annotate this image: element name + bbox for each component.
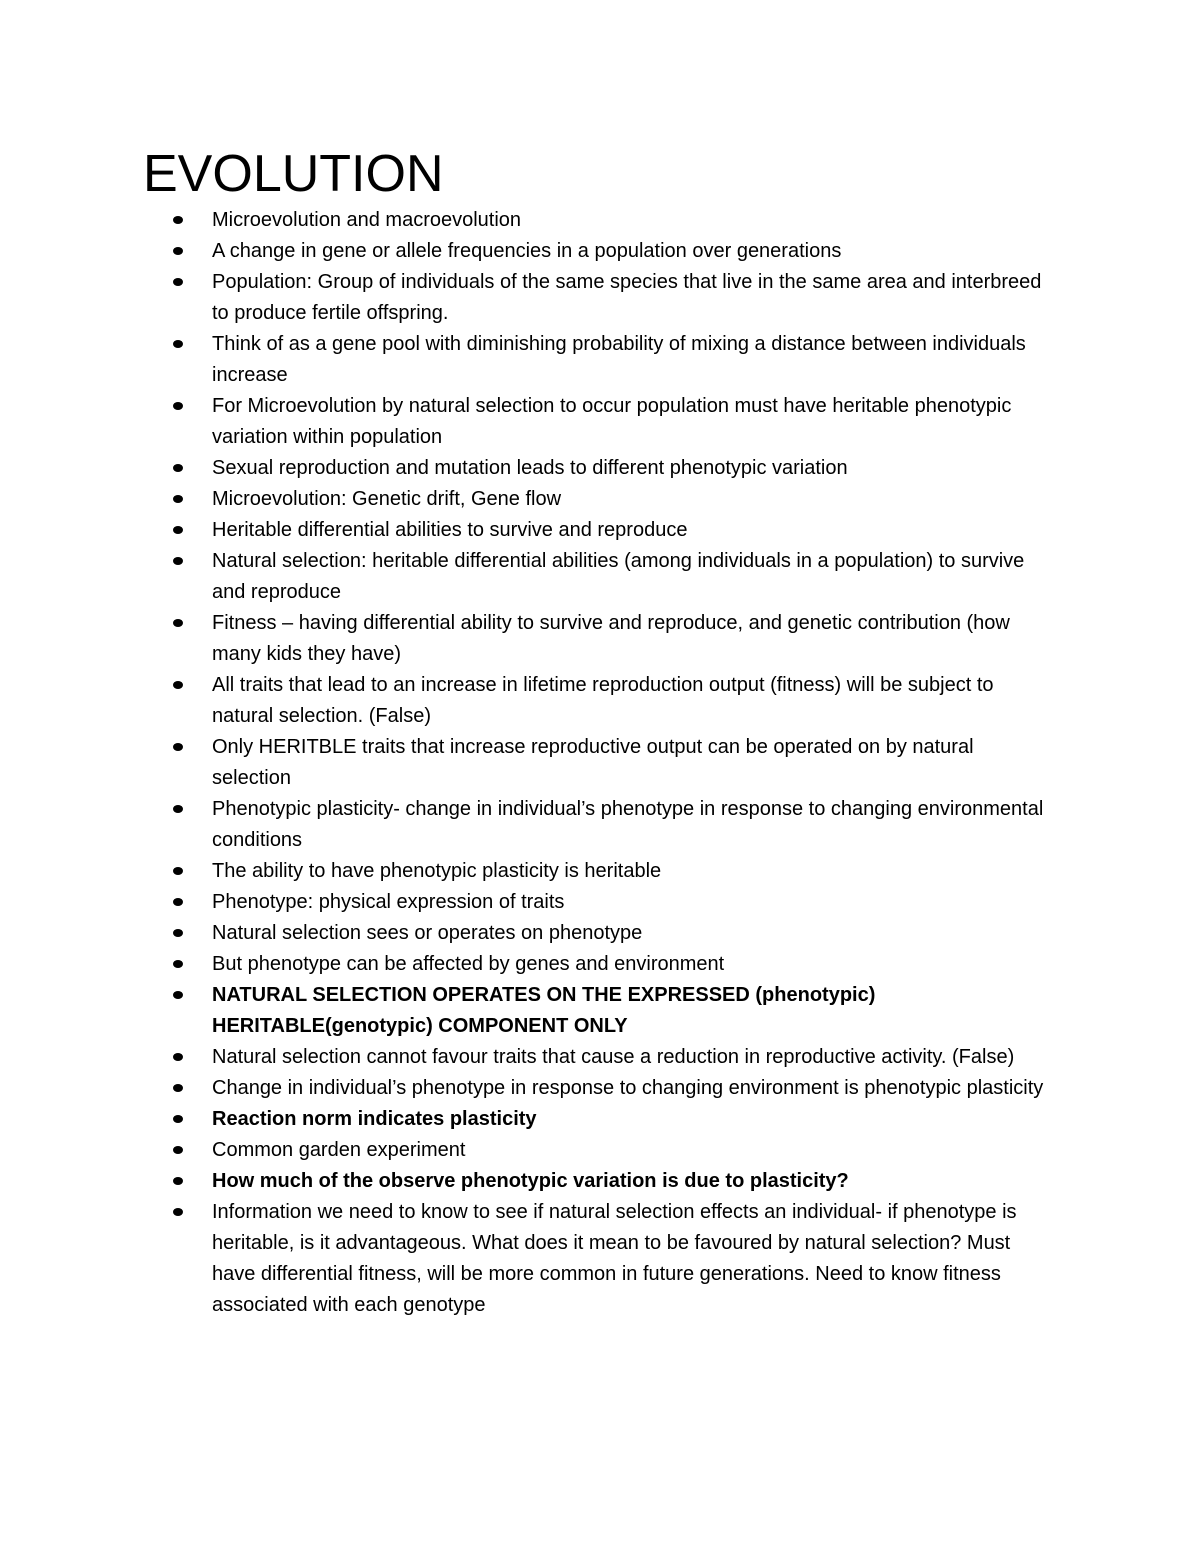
bullet-icon [173,898,183,906]
list-item [0,205,1050,236]
list-item-text: Change in individual’s phenotype in response to changing environment is phenotypic plasticity [212,1077,1044,1099]
bullet-icon [173,278,183,286]
list-item-text: How much of the observe phenotypic variation is due to plasticity? [212,1170,849,1192]
bullet-icon [173,1115,183,1123]
list-item [0,484,1050,515]
bullet-icon [173,805,183,813]
bullet-icon [173,619,183,627]
bullet-icon [173,743,183,751]
list-item [0,453,1050,484]
list-item [0,1135,1050,1166]
bullet-icon [173,216,183,224]
list-item [0,980,1050,1042]
list-item [0,391,1050,453]
list-item [0,546,1050,608]
bullet-icon [173,1177,183,1185]
list-item [0,670,1050,732]
bullet-icon [173,960,183,968]
list-item [0,1104,1050,1135]
list-item [0,1042,1050,1073]
bullet-icon [173,402,183,410]
bullet-icon [173,464,183,472]
bullet-icon [173,681,183,689]
bullet-icon [173,247,183,255]
list-item [0,856,1050,887]
list-item [0,949,1050,980]
list-item-text: NATURAL SELECTION OPERATES ON THE EXPRESSED (phenotypic) HERITABLE(genotypic) COMPONENT ONLY [212,984,876,1037]
bullet-icon [173,1208,183,1216]
list-item-text: All traits that lead to an increase in lifetime reproduction output (fitness) will be subject to natural selection. (False) [212,674,994,727]
list-item-text: A change in gene or allele frequencies in a population over generations [212,240,842,262]
list-item-text: But phenotype can be affected by genes and environment [212,953,725,975]
list-item [0,1073,1050,1104]
list-item-text: Sexual reproduction and mutation leads to different phenotypic variation [212,457,848,479]
bullet-icon [173,1084,183,1092]
list-item-text: Fitness – having differential ability to survive and reproduce, and genetic contribution (how many kids they have) [212,612,1010,665]
bullet-icon [173,867,183,875]
list-item [0,267,1050,329]
list-item-text: Only HERITBLE traits that increase reproductive output can be operated on by natural selection [212,736,974,789]
list-item-text: The ability to have phenotypic plasticity is heritable [212,860,662,882]
list-item-text: Natural selection: heritable differential abilities (among individuals in a population) to survive and reproduce [212,550,1025,603]
bullet-icon [173,929,183,937]
list-item-text: For Microevolution by natural selection to occur population must have heritable phenotypic variation within population [212,395,1012,448]
list-item-text: Microevolution: Genetic drift, Gene flow [212,488,562,510]
list-item [0,732,1050,794]
bullet-icon [173,1146,183,1154]
list-item [0,794,1050,856]
list-item [0,918,1050,949]
list-item [0,329,1050,391]
list-item [0,515,1050,546]
bullet-icon [173,1053,183,1061]
list-item-text: Microevolution and macroevolution [212,209,522,231]
bullet-icon [173,495,183,503]
list-item-text: Population: Group of individuals of the same species that live in the same area and interbreed to produce fertile offspring. [212,271,1042,324]
list-item-text: Phenotypic plasticity- change in individual’s phenotype in response to changing environmental conditions [212,798,1044,851]
list-item-text: Common garden experiment [212,1139,466,1161]
list-item [0,608,1050,670]
document-title: EVOLUTION [143,145,444,203]
list-item-text: Reaction norm indicates plasticity [212,1108,537,1130]
list-item [0,1197,1050,1321]
list-item [0,236,1050,267]
list-item-text: Information we need to know to see if natural selection effects an individual- if phenotype is heritable, is it advantageous. What does it mean to be favoured by natural selection? Must have differential fitness, will be more common in future generations. Need to know fitness associated with each genotype [212,1201,1017,1316]
list-item-text: Phenotype: physical expression of traits [212,891,565,913]
bullet-icon [173,557,183,565]
bullet-icon [173,340,183,348]
list-item-text: Heritable differential abilities to survive and reproduce [212,519,688,541]
list-item-text: Natural selection sees or operates on phenotype [212,922,643,944]
list-item [0,1166,1050,1197]
list-item [0,887,1050,918]
list-item-text: Natural selection cannot favour traits that cause a reduction in reproductive activity. (False) [212,1046,1015,1068]
bullet-icon [173,526,183,534]
bullet-list [0,205,1200,1321]
list-item-text: Think of as a gene pool with diminishing probability of mixing a distance between individuals increase [212,333,1026,386]
bullet-icon [173,991,183,999]
